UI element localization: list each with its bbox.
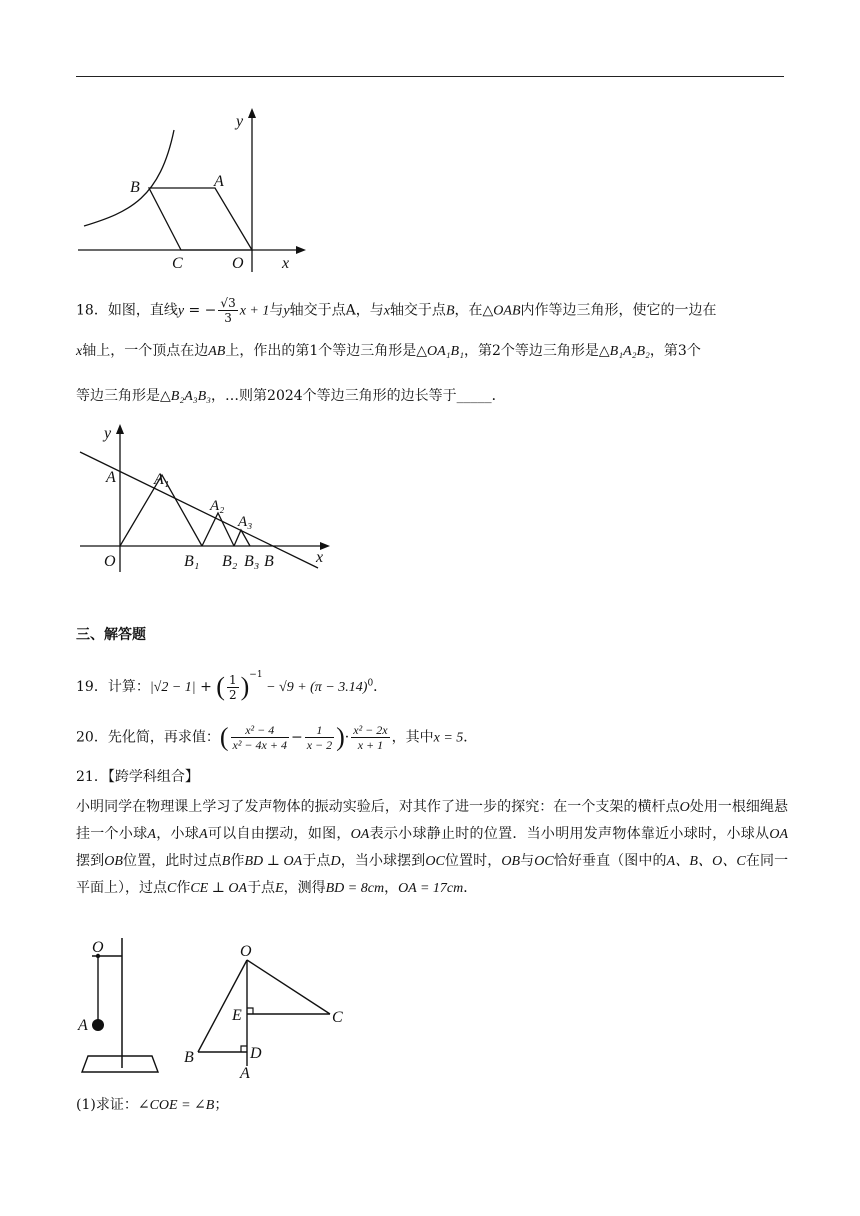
q18-line3: 等边三角形是△B₂A₃B₃，…则第2024个等边三角形的边长等于_____． — [76, 388, 506, 404]
label-a: A — [106, 469, 116, 486]
right-angle-d — [241, 1046, 247, 1052]
label-y: y — [104, 425, 112, 442]
section-title: 三、解答题 — [76, 627, 146, 643]
q21-heading: 21．【跨学科组合】 — [76, 769, 199, 785]
q18-line1: 18．如图，直线y = − $\frac{√3}{3}$ x + 1与y轴交于点A，与x轴交于点B，在△OAB内作等边三角形，使它的一边在 — [76, 296, 717, 325]
right-angle-e — [247, 1008, 253, 1014]
q19-line: 19．计算：|√2 − 1| + ( $\frac{1}{2}$ )$^{-1} - √9 + (\pi - 3.14)^0$． — [76, 670, 388, 702]
label-x: x — [316, 549, 324, 566]
figure-q21 — [76, 932, 366, 1080]
triangle-3 — [234, 530, 250, 546]
label-a: A — [240, 1065, 250, 1082]
label-b2: B₂ — [222, 553, 238, 570]
label-a3: A₃ — [238, 514, 253, 530]
label-a: A — [214, 173, 224, 190]
label-a-left: A — [78, 1017, 88, 1034]
ball — [92, 1019, 104, 1031]
q21-sub1: (1)求证：∠COE = ∠B； — [76, 1097, 229, 1113]
label-e: E — [232, 1007, 242, 1024]
label-d: D — [250, 1045, 262, 1062]
label-a1: A₁ — [154, 471, 170, 488]
label-b: B — [130, 179, 140, 196]
stand-base — [82, 1056, 158, 1072]
label-o: O — [104, 553, 116, 570]
q18-fraction: $\frac{√3}{3}$ — [220, 296, 236, 325]
label-b: B — [184, 1049, 194, 1066]
triangle-2 — [202, 513, 234, 546]
q21-paragraph: 小明同学在物理课上学习了发声物体的振动实验后，对其作了进一步的探究：在一个支架的横杆点O处用一根细绳悬挂一个小球A，小球A可以自由摆动，如图，OA表示小球静止时的位置．当小明用发声物体靠近小球时，小球从OA摆到OB位置，此时过点B作BD ⊥ OA于点D，当小球摆到OC位置时，OB与OC恰好垂直（图中的A、B、O、C在同一平面上），过点C作CE ⊥ OA于点E，测得BD = 8cm，OA = 17cm． — [76, 799, 789, 896]
segment-oc — [247, 960, 330, 1014]
parallelogram-abco — [149, 188, 252, 250]
x-axis-arrow — [296, 246, 306, 254]
figure-q18 — [76, 420, 336, 576]
figure-q17 — [70, 100, 310, 276]
y-axis-arrow — [248, 108, 256, 118]
q20-line: 20．先化简，再求值：( $\frac{\text{x² − 4}}{\text{x² − 4x + 4}}$ − $\frac{1}{x - 2}$ )· $\frac{\text{x² − 2x}}{x + 1}$ ，其中x = 5． — [76, 722, 478, 752]
label-o: O — [240, 943, 252, 960]
label-o-left: O — [92, 939, 104, 956]
q18-line2: x轴上，一个顶点在边AB上，作出的第1个等边三角形是△OA₁B₁，第2个等边三角形是△B₁A₂B₂，第3个 — [76, 343, 701, 359]
label-c: C — [332, 1009, 343, 1026]
label-b3: B₃ — [244, 553, 260, 570]
header-rule — [76, 76, 784, 77]
segment-ob — [198, 960, 247, 1052]
label-b: B — [264, 553, 274, 570]
label-x: x — [282, 255, 290, 272]
label-o: O — [232, 255, 244, 272]
label-a2: A₂ — [210, 498, 225, 514]
label-y: y — [236, 113, 244, 130]
label-b1: B₁ — [184, 553, 200, 570]
label-c: C — [172, 255, 183, 272]
y-axis-arrow — [116, 424, 124, 434]
